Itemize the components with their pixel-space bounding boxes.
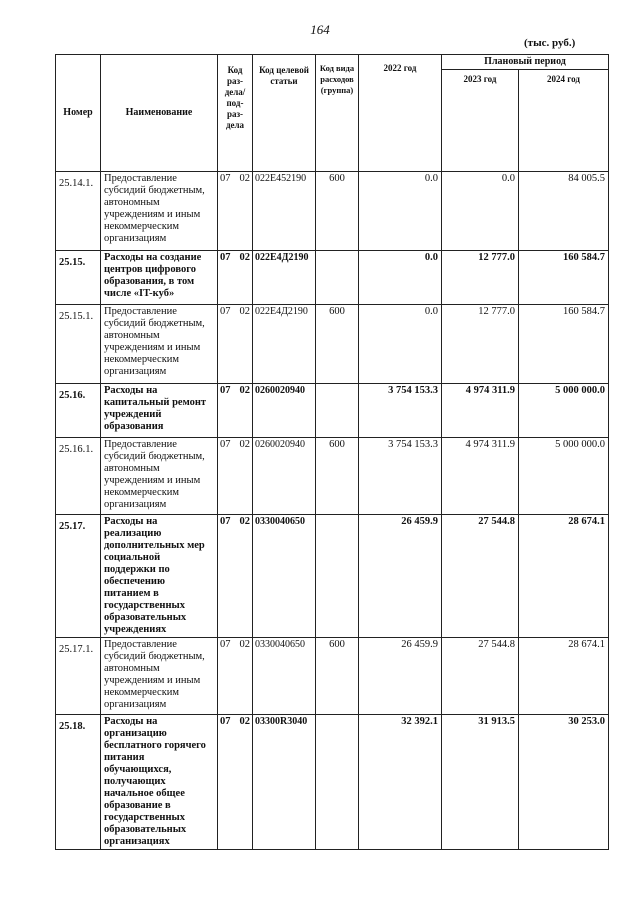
table-row [56,172,609,251]
row-name: Предоставление субсидий бюджетным, автономным учреждениям и иным некоммерческим организациям [101,638,218,715]
row-subsection-code: 02 [239,516,250,527]
row-2023-value: 0.0 [442,172,519,251]
row-2022-value: 26 459.9 [359,515,442,638]
row-section [218,515,253,638]
row-name: Предоставление субсидий бюджетным, автономным учреждениям и иным некоммерческим организациям [101,172,218,251]
row-2024-value: 28 674.1 [519,515,609,638]
row-name: Расходы на создание центров цифрового образования, в том числе «IT-куб» [101,251,218,305]
row-2022-value: 32 392.1 [359,715,442,850]
row-subsection-code: 02 [239,639,250,650]
row-section-code: 07 [220,716,231,727]
header-2023: 2023 год [442,70,519,172]
table-row [56,515,609,638]
row-section [218,384,253,438]
header-section: Код раз-дела/ под-раз-дела [218,55,253,172]
row-section [218,172,253,251]
row-section-code: 07 [220,252,231,263]
row-subsection-code: 02 [239,306,250,317]
row-section-code: 07 [220,173,231,184]
row-number: 25.16.1. [56,438,101,515]
row-target-code: 022E4Д2190 [253,251,316,305]
row-2024-value: 5 000 000.0 [519,384,609,438]
page-number: 164 [310,22,330,37]
row-name: Предоставление субсидий бюджетным, автономным учреждениям и иным некоммерческим организациям [101,305,218,384]
budget-table [55,54,609,850]
row-section [218,438,253,515]
row-number: 25.18. [56,715,101,850]
row-subsection-code: 02 [239,385,250,396]
row-target-code: 03300R3040 [253,715,316,850]
row-2023-value: 4 974 311.9 [442,438,519,515]
table-row [56,384,609,438]
row-2022-value: 0.0 [359,251,442,305]
row-2024-value: 160 584.7 [519,251,609,305]
row-2023-value: 12 777.0 [442,305,519,384]
row-2022-value: 0.0 [359,172,442,251]
row-number: 25.16. [56,384,101,438]
row-target-code: 022E452190 [253,172,316,251]
row-2022-value: 0.0 [359,305,442,384]
header-2022: 2022 год [359,55,442,172]
header-planned-period: Плановый период [442,55,609,70]
row-section-code: 07 [220,516,231,527]
row-target-code: 0260020940 [253,438,316,515]
row-expense-code [316,384,359,438]
row-2024-value: 30 253.0 [519,715,609,850]
row-2024-value: 160 584.7 [519,305,609,384]
row-name: Расходы на капитальный ремонт учреждений образования [101,384,218,438]
row-subsection-code: 02 [239,173,250,184]
header-2024: 2024 год [519,70,609,172]
table-row [56,638,609,715]
row-2023-value: 12 777.0 [442,251,519,305]
row-number: 25.17.1. [56,638,101,715]
row-expense-code [316,515,359,638]
row-number: 25.14.1. [56,172,101,251]
row-section [218,715,253,850]
row-section [218,251,253,305]
header-target: Код целевой статьи [253,55,316,172]
row-2022-value: 3 754 153.3 [359,438,442,515]
header-name: Наименование [101,55,218,172]
row-expense-code: 600 [316,305,359,384]
row-target-code: 0330040650 [253,638,316,715]
header-number: Номер [56,55,101,172]
row-expense-code [316,715,359,850]
table-row [56,438,609,515]
row-2023-value: 27 544.8 [442,638,519,715]
row-2022-value: 26 459.9 [359,638,442,715]
row-2023-value: 4 974 311.9 [442,384,519,438]
header-expense: Код вида расходов (группа) [316,55,359,172]
row-target-code: 022E4Д2190 [253,305,316,384]
row-2023-value: 27 544.8 [442,515,519,638]
row-2024-value: 84 005.5 [519,172,609,251]
row-expense-code [316,251,359,305]
table-row [56,251,609,305]
row-section [218,305,253,384]
row-section-code: 07 [220,385,231,396]
row-section [218,638,253,715]
row-target-code: 0330040650 [253,515,316,638]
row-section-code: 07 [220,439,231,450]
row-subsection-code: 02 [239,716,250,727]
row-2024-value: 5 000 000.0 [519,438,609,515]
row-target-code: 0260020940 [253,384,316,438]
row-expense-code: 600 [316,172,359,251]
row-2022-value: 3 754 153.3 [359,384,442,438]
row-expense-code: 600 [316,638,359,715]
table-row [56,305,609,384]
units-label: (тыс. руб.) [524,37,576,49]
row-name: Расходы на организацию бесплатного горячего питания обучающихся, получающих начальное общее образование в государственных образовательных организациях [101,715,218,850]
row-2024-value: 28 674.1 [519,638,609,715]
row-name: Предоставление субсидий бюджетным, автономным учреждениям и иным некоммерческим организациям [101,438,218,515]
row-subsection-code: 02 [239,439,250,450]
row-name: Расходы на реализацию дополнительных мер социальной поддержки по обеспечению питанием в государственных образовательных учреждениях [101,515,218,638]
row-section-code: 07 [220,306,231,317]
table-row [56,715,609,850]
row-subsection-code: 02 [239,252,250,263]
row-number: 25.15. [56,251,101,305]
row-number: 25.15.1. [56,305,101,384]
row-expense-code: 600 [316,438,359,515]
row-section-code: 07 [220,639,231,650]
row-2023-value: 31 913.5 [442,715,519,850]
row-number: 25.17. [56,515,101,638]
